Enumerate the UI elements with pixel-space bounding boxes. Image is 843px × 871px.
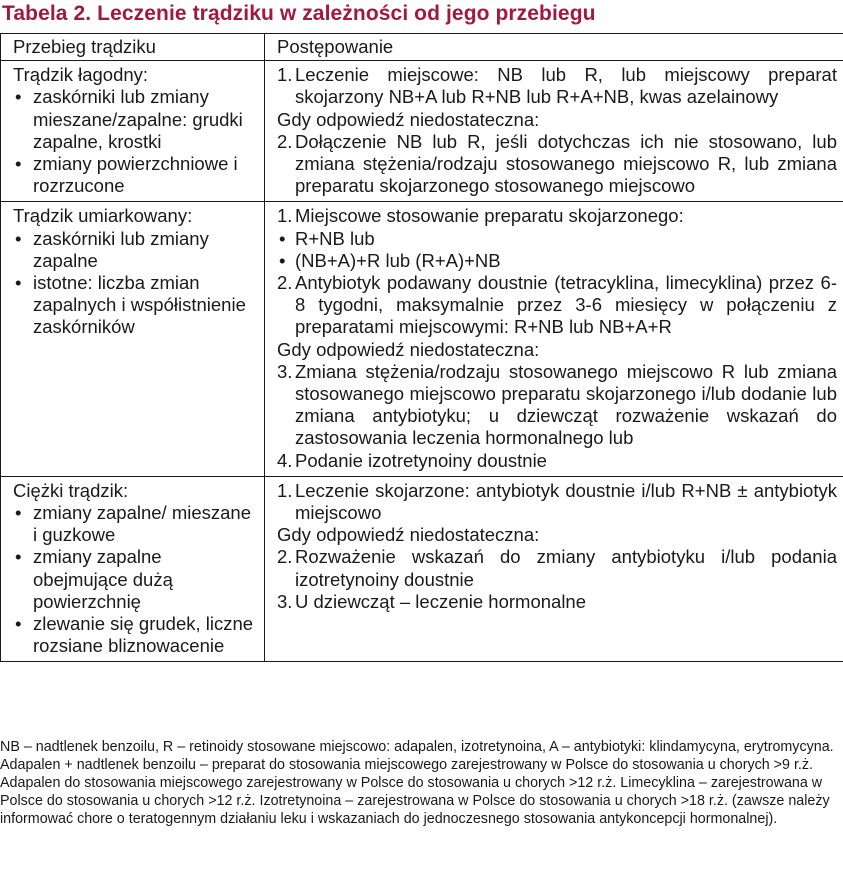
step-text: Zmiana stężenia/rodzaju stosowanego miejscowo R lub zmiana stosowanego miejscowo preparatu skojarzonego i/lub dodanie lub zmiana antybiotyku; u dziewcząt rozważenie wskazań do zastosowania leczenia hormonalnego lub xyxy=(295,360,837,449)
step-number: 1. xyxy=(277,64,293,86)
severity-label: Trądzik umiarkowany: xyxy=(13,205,193,227)
treatment-step xyxy=(277,64,837,108)
step-number: 3. xyxy=(277,590,293,612)
feature-item: • zaskórniki lub zmiany mieszane/zapalne: grudki zapalne, krostki xyxy=(13,86,258,153)
step-number: 2. xyxy=(277,130,293,152)
feature-item: • istotne: liczba zmian zapalnych i współistnienie zaskórników xyxy=(13,272,258,339)
treatment-table xyxy=(0,33,843,662)
step-number: 1. xyxy=(277,205,293,227)
feature-item: • zmiany powierzchniowe i rozrzucone xyxy=(13,153,258,197)
step-text: U dziewcząt – leczenie hormonalne xyxy=(295,590,587,612)
step-text: Podanie izotretynoiny doustnie xyxy=(295,449,547,471)
treatment-cell xyxy=(265,202,843,476)
severity-cell xyxy=(1,476,265,662)
header-severity: Przebieg trądziku xyxy=(1,34,265,61)
footnotes xyxy=(0,738,843,828)
step-number: 2. xyxy=(277,272,293,294)
step-text: Leczenie skojarzone: antybiotyk doustnie i/lub R+NB ± antybiotyk miejscowo xyxy=(295,479,837,524)
header-treatment: Postępowanie xyxy=(265,34,843,61)
treatment-step xyxy=(277,205,837,227)
treatment-option: • R+NB lub xyxy=(277,228,837,250)
severity-label: Ciężki trądzik: xyxy=(13,479,129,501)
step-text: Leczenie miejscowe: NB lub R, lub miejscowy preparat skojarzony NB+A lub R+NB lub R+A+NB, kwas azelainowy xyxy=(295,64,837,108)
feature-list xyxy=(13,502,258,657)
table-row xyxy=(1,61,843,202)
step-number: 4. xyxy=(277,449,293,471)
step-text: Miejscowe stosowanie preparatu skojarzonego: xyxy=(295,205,684,227)
treatment-step xyxy=(277,546,837,590)
feature-item: • zmiany zapalne/ mieszane i guzkowe xyxy=(13,502,258,546)
step-text: Rozważenie wskazań do zmiany antybiotyku i/lub podania izotretynoiny doustnie xyxy=(295,546,837,590)
insufficient-response-note: Gdy odpowiedź niedostateczna: xyxy=(277,338,540,360)
severity-cell xyxy=(1,202,265,476)
feature-item: • zmiany zapalne obejmujące dużą powierzchnię xyxy=(13,546,258,613)
feature-item: • zlewanie się grudek, liczne rozsiane bliznowacenie xyxy=(13,613,258,657)
treatment-step xyxy=(277,591,837,613)
treatment-step xyxy=(277,450,837,472)
severity-label: Trądzik łagodny: xyxy=(13,64,149,86)
treatment-steps xyxy=(277,64,837,197)
treatment-step xyxy=(277,361,837,450)
table-header-row xyxy=(1,34,843,61)
severity-cell xyxy=(1,61,265,202)
table-row xyxy=(1,476,843,662)
treatment-step xyxy=(277,272,837,339)
treatment-cell xyxy=(265,61,843,202)
step-text: Dołączenie NB lub R, jeśli dotychczas ich nie stosowano, lub zmiana stężenia/rodzaju stosowanego miejscowo R, lub zmiana preparatu skojarzonego stosowanego miejscowo xyxy=(295,130,837,197)
treatment-step xyxy=(277,131,837,198)
table-row xyxy=(1,202,843,476)
feature-item: • zaskórniki lub zmiany zapalne xyxy=(13,228,258,272)
table-title: Tabela 2. Leczenie trądziku w zależności od jego przebiegu xyxy=(2,2,596,25)
insufficient-response-note: Gdy odpowiedź niedostateczna: xyxy=(277,108,540,130)
feature-list xyxy=(13,228,258,339)
treatment-cell xyxy=(265,476,843,662)
treatment-steps xyxy=(277,480,837,613)
step-number: 1. xyxy=(277,479,293,501)
feature-list xyxy=(13,86,258,197)
footnote-abbreviations: NB – nadtlenek benzoilu, R – retinoidy stosowane miejscowo: adapalen, izotretynoina, A – antybiotyki: klindamycyna, erytromycyna. xyxy=(0,739,834,755)
step-number: 3. xyxy=(277,360,293,382)
footnote-registration: Adapalen + nadtlenek benzoilu – preparat do stosowania miejscowego zarejestrowany w Polsce do stosowania u chorych >9 r.ż. Adapalen do stosowania miejscowego zarejestrowany w Polsce do stosowania u chorych >12 r.ż. Limecyklina – zarejestrowana w Polsce do stosowania u chorych >12 r.ż. Izotretynoina – zarejestrowana w Polsce do stosowania u chorych >18 r.ż. (zawsze należy informować chore o teratogennym działaniu leku i wskazaniach do jednoczesnego stosowania antykoncepcji hormonalnej). xyxy=(0,757,830,827)
table-body xyxy=(1,61,843,662)
step-number: 2. xyxy=(277,546,293,568)
insufficient-response-note: Gdy odpowiedź niedostateczna: xyxy=(277,524,540,546)
treatment-option: • (NB+A)+R lub (R+A)+NB xyxy=(277,250,837,272)
treatment-steps xyxy=(277,205,837,471)
treatment-step xyxy=(277,480,837,524)
step-text: Antybiotyk podawany doustnie (tetracyklina, limecyklina) przez 6-8 tygodni, maksymalnie przez 3-6 miesięcy w połączeniu z preparatami miejscowymi: R+NB lub NB+A+R xyxy=(295,272,837,338)
